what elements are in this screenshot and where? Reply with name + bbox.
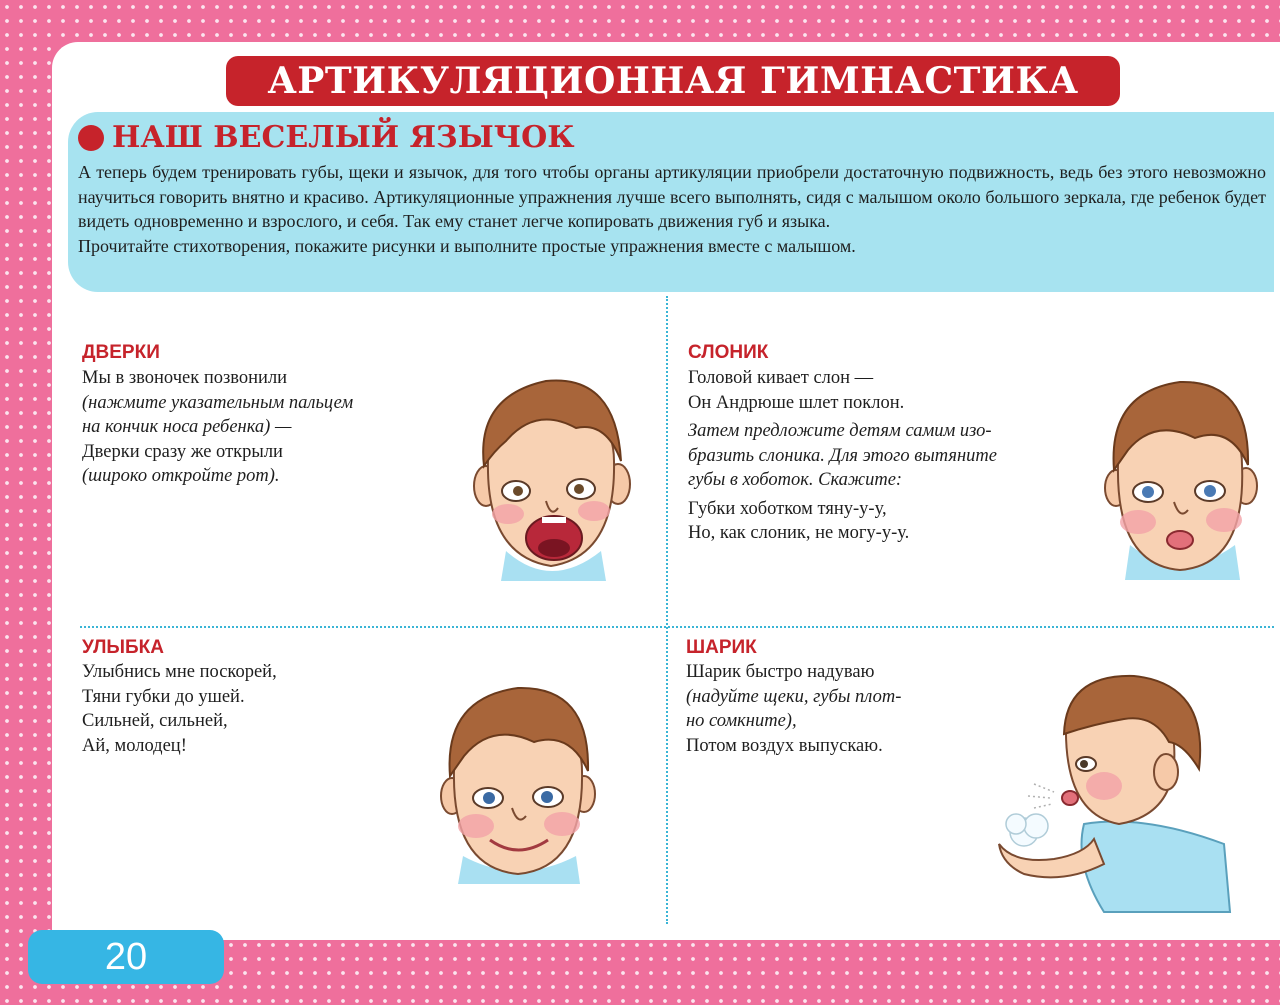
instruction-line: Затем предложите детям самим изо-	[688, 421, 992, 441]
poem-line: Потом воздух выпускаю.	[686, 735, 883, 756]
instruction-line: губы в хоботок. Скажите:	[688, 470, 903, 490]
page-number: 20	[28, 930, 224, 984]
exercise-title-ulybka: УЛЫБКА	[82, 637, 165, 658]
instruction-line: (нажмите указательным пальцем	[82, 392, 354, 413]
poem-line: Мы в звоночек позвонили	[82, 368, 288, 388]
poem-line: Тяни губки до ушей.	[82, 686, 245, 707]
intro-paragraph-1: А теперь будем тренировать губы, щеки и язычок, для того чтобы органы артикуляции приобрели достаточную подвижность, ведь без этого невозможно научиться говорить внятно и красиво. Артикуляционные упражнения лучше всего выполнять, сидя с малышом около большого зеркала, где ребенок будет видеть одновременно и взрослого, и себя. Так ему станет легче копировать движения губ и языка.	[78, 162, 1266, 231]
poem-line: Шарик быстро надуваю	[686, 662, 875, 682]
exercise-text-slonik	[688, 366, 997, 546]
poem-line: Сильней, сильней,	[82, 711, 228, 731]
exercise-text-sharik	[686, 660, 901, 758]
poem-line: Дверки сразу же открыли	[82, 441, 283, 462]
child-face-pursed-lips-illustration	[1100, 370, 1260, 582]
horizontal-divider	[80, 626, 1274, 628]
instruction-line: (широко откройте рот).	[82, 466, 280, 486]
child-face-smile-illustration	[438, 676, 598, 886]
vertical-divider	[666, 296, 668, 924]
poem-line: Улыбнись мне поскорей,	[82, 662, 277, 682]
intro-heading	[78, 120, 575, 155]
exercise-text-ulybka	[82, 660, 277, 758]
exercise-title-slonik: СЛОНИК	[688, 342, 769, 363]
page-title: АРТИКУЛЯЦИОННАЯ ГИМНАСТИКА	[226, 56, 1120, 106]
instruction-line: на кончик носа ребенка) —	[82, 417, 292, 437]
poem-line: Ай, молодец!	[82, 735, 187, 756]
exercise-title-dverki: ДВЕРКИ	[82, 342, 160, 363]
exercise-text-dverki	[82, 366, 353, 489]
child-face-open-mouth-illustration	[466, 366, 636, 586]
poem-line: Губки хоботком тяну-у-у,	[688, 498, 887, 519]
poem-line: Он Андрюше шлет поклон.	[688, 392, 905, 413]
poem-line: Но, как слоник, не могу-у-у.	[688, 523, 910, 543]
intro-text	[78, 160, 1266, 258]
child-blowing-illustration	[994, 664, 1234, 914]
bullet-icon	[78, 125, 104, 151]
poem-line: Головой кивает слон —	[688, 368, 874, 388]
instruction-line: (надуйте щеки, губы плот-	[686, 686, 902, 707]
instruction-line: бразить слоника. Для этого вытяните	[688, 445, 997, 466]
exercise-title-sharik: ШАРИК	[686, 637, 757, 658]
intro-paragraph-2: Прочитайте стихотворения, покажите рисунки и выполните простые упражнения вместе с малышом.	[78, 235, 856, 256]
intro-heading-text: НАШ ВЕСЕЛЫЙ ЯЗЫЧОК	[112, 120, 575, 155]
instruction-line: но сомкните),	[686, 711, 797, 731]
